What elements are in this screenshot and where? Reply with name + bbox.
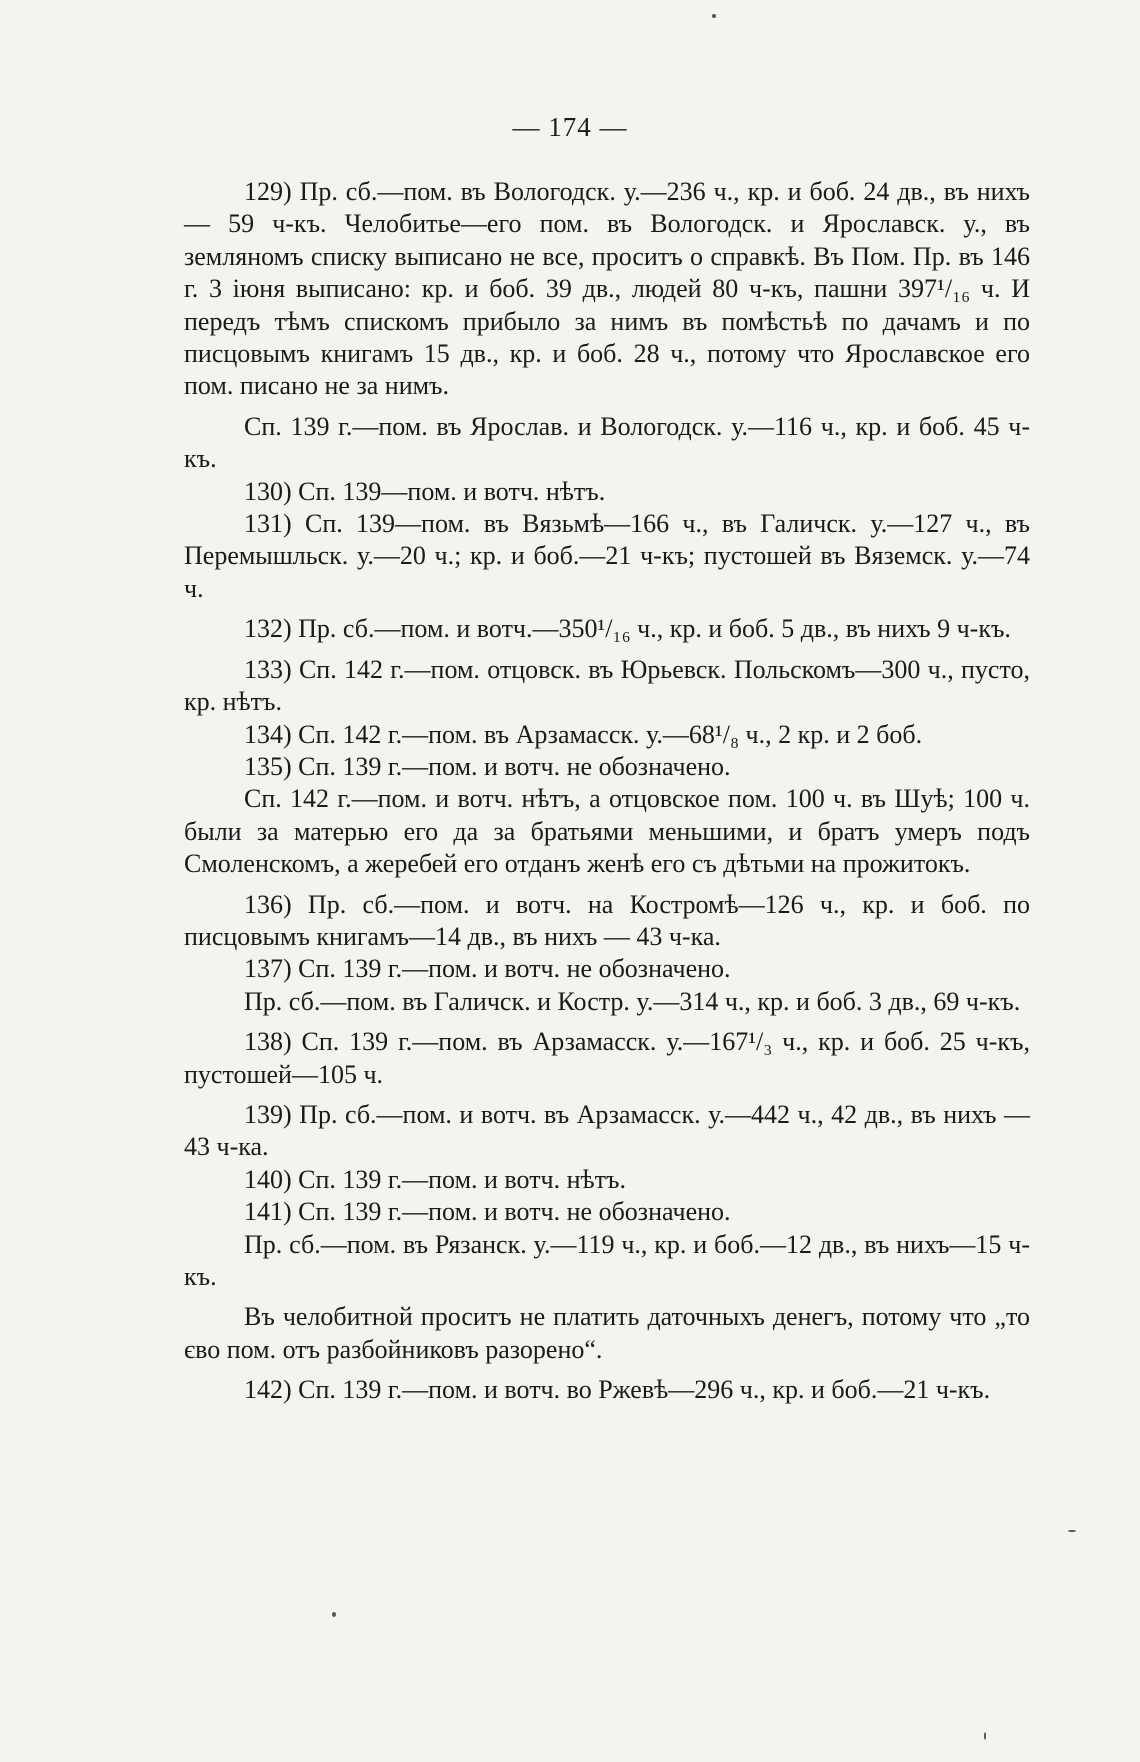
paragraph-137: 137) Сп. 139 г.—пом. и вотч. не обозначено. <box>244 954 731 984</box>
paragraph-141-prsb: Пр. сб.—пом. въ Рязанск. у.—119 ч., кр. и боб.—12 дв., въ нихъ—15 ч-къ. <box>184 1229 1030 1291</box>
paragraph-134: 134) Сп. 142 г.—пом. въ Арзамасск. у.—68¹/₈ ч., 2 кр. и 2 боб. <box>244 719 923 749</box>
paragraph-135-sp142: Сп. 142 г.—пом. и вотч. нѣтъ, а отцовское пом. 100 ч. въ Шуѣ; 100 ч. были за матерью его да за братьями меньшими, и братъ умеръ подъ Смоленскомъ, а жеребей его отданъ женѣ его съ дѣтьми на прожитокъ. <box>184 784 1030 879</box>
paragraph-136: 136) Пр. сб.—пом. и вотч. на Костромѣ—126 ч., кр. и боб. по писцовымъ книгамъ—14 дв., въ нихъ — 43 ч-ка. <box>184 889 1030 951</box>
paragraph-129-sp: Сп. 139 г.—пом. въ Ярослав. и Вологодск. у.—116 ч., кр. и боб. 45 ч-къ. <box>184 411 1030 474</box>
paragraph-133: 133) Сп. 142 г.—пом. отцовск. въ Юрьевск. Польскомъ—300 ч., пусто, кр. нѣтъ. <box>184 654 1030 717</box>
paragraph-131: 131) Сп. 139—пом. въ Вязьмѣ—166 ч., въ Галичск. у.—127 ч., въ Перемышльск. у.—20 ч.; кр. и боб.—21 ч-къ; пустошей въ Вяземск. у.—74 ч. <box>184 509 1030 603</box>
scan-speck <box>984 1732 986 1740</box>
paragraph-132: 132) Пр. сб.—пом. и вотч.—350¹/₁₆ ч., кр. и боб. 5 дв., въ нихъ 9 ч-къ. <box>244 614 1011 644</box>
scan-speck <box>1068 1530 1076 1532</box>
paragraph-139: 139) Пр. сб.—пом. и вотч. въ Арзамасск. у.—442 ч., 42 дв., въ нихъ — 43 ч-ка. <box>184 1099 1030 1162</box>
paragraph-142: 142) Сп. 139 г.—пом. и вотч. во Ржевѣ—296 ч., кр. и боб.—21 ч-къ. <box>244 1375 991 1405</box>
scan-speck <box>332 1612 336 1617</box>
paragraph-141-petition: Въ челобитной проситъ не платить даточныхъ денегъ, потому что „то єво пом. отъ разбойниковъ разорено“. <box>184 1302 1030 1364</box>
paragraph-140: 140) Сп. 139 г.—пом. и вотч. нѣтъ. <box>244 1164 626 1194</box>
paragraph-138: 138) Сп. 139 г.—пом. въ Арзамасск. у.—167¹/₃ ч., кр. и боб. 25 ч-къ, пустошей—105 ч. <box>184 1027 1030 1089</box>
page-text <box>184 176 1030 1415</box>
paragraph-137-prsb: Пр. сб.—пом. въ Галичск. и Костр. у.—314 ч., кр. и боб. 3 дв., 69 ч-къ. <box>244 986 1021 1016</box>
page-number: — 174 — <box>512 112 628 142</box>
paragraph-135: 135) Сп. 139 г.—пом. и вотч. не обозначено. <box>244 751 731 781</box>
paragraph-130: 130) Сп. 139—пом. и вотч. нѣтъ. <box>244 476 606 506</box>
paragraph-129: 129) Пр. сб.—пом. въ Вологодск. у.—236 ч., кр. и боб. 24 дв., въ нихъ — 59 ч-къ. Челобитье—его пом. въ Вологодск. и Ярославск. у., въ земляномъ списку выписано не все, проситъ о справкѣ. Въ Пом. Пр. въ 146 г. 3 іюня выписано: кр. и боб. 39 дв., людей 80 ч-къ, пашни 397¹/₁₆ ч. И передъ тѣмъ спискомъ прибыло за нимъ въ помѣстьѣ по дачамъ и по писцовымъ книгамъ 15 дв., кр. и боб. 28 ч., потому что Ярославское его пом. писано не за нимъ. <box>184 177 1030 401</box>
scan-speck <box>712 14 716 18</box>
paragraph-141: 141) Сп. 139 г.—пом. и вотч. не обозначено. <box>244 1197 731 1227</box>
